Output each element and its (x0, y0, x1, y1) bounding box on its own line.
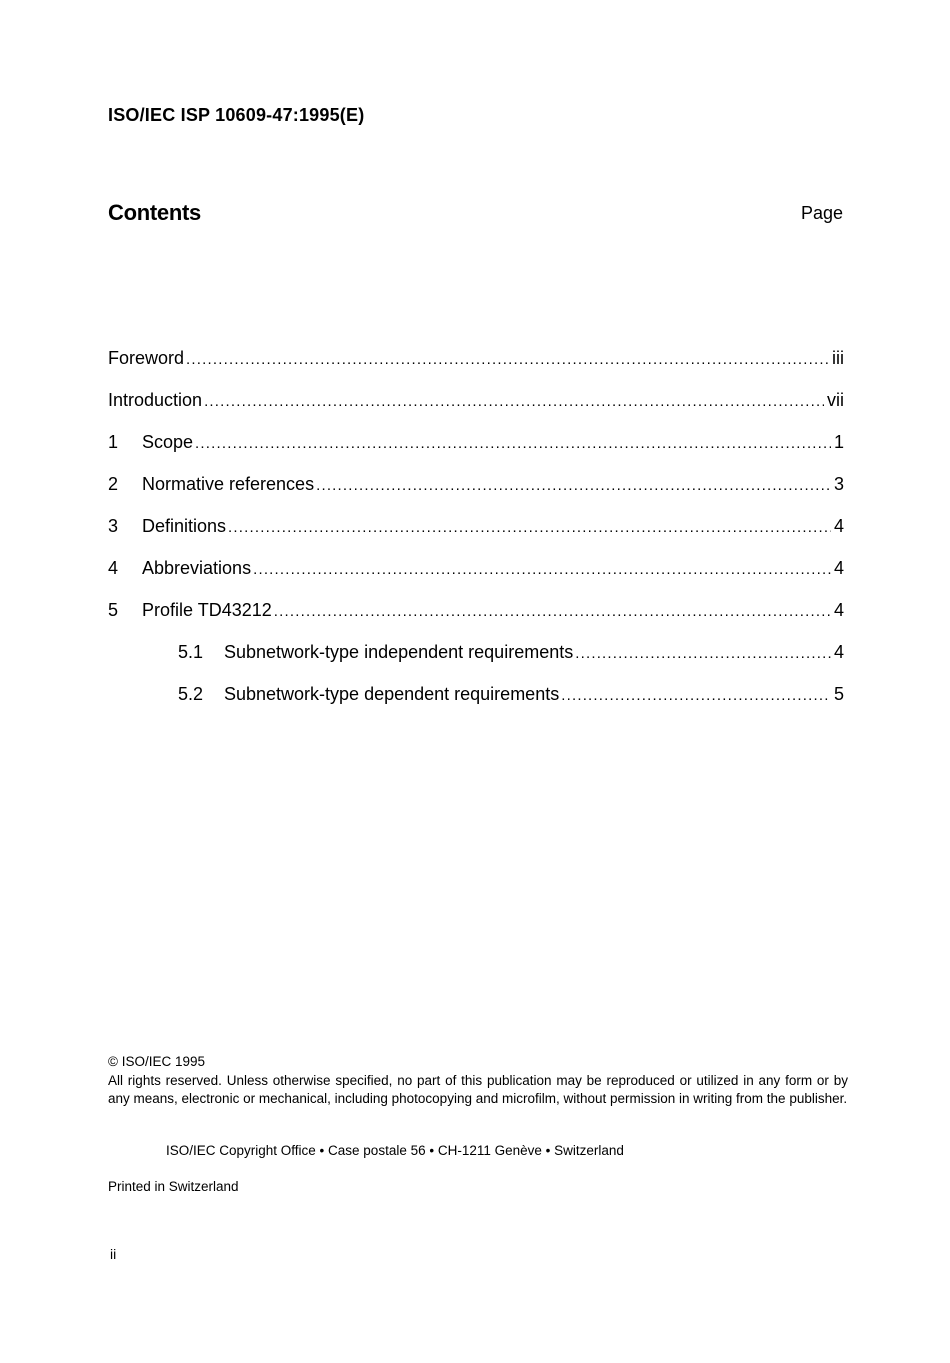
page-column-label: Page (800, 203, 843, 223)
copyright-office-address: ISO/IEC Copyright Office • Case postale 56 • CH-1211 Genève • Switzerland (166, 1143, 624, 1158)
toc-dot-leader (575, 645, 831, 662)
toc-entry-title: Profile TD43212 (142, 600, 272, 620)
toc-entry-number: 4 (108, 558, 119, 578)
toc-entry-page: 4 (833, 558, 844, 578)
toc-entry-title: Foreword (108, 348, 185, 368)
toc-entry-title: Introduction (108, 390, 203, 410)
table-of-contents (108, 348, 844, 726)
toc-entry-title: Subnetwork-type dependent requirements (224, 684, 560, 704)
toc-dot-leader (561, 687, 831, 704)
toc-entry-page: 1 (833, 432, 844, 452)
toc-entry-profile[interactable] (108, 600, 844, 642)
toc-entry-subnetwork-independent[interactable] (108, 642, 844, 684)
toc-entry-number: 1 (108, 432, 119, 452)
toc-entry-number: 5.2 (178, 684, 204, 704)
toc-entry-page: 4 (833, 516, 844, 536)
toc-entry-title: Subnetwork-type independent requirements (224, 642, 574, 662)
toc-entry-page: iii (832, 348, 844, 368)
toc-entry-page: vii (827, 390, 844, 410)
printed-in-text: Printed in Switzerland (108, 1179, 239, 1194)
toc-dot-leader (316, 477, 831, 494)
copyright-notice (108, 1053, 848, 1109)
toc-entry-definitions[interactable] (108, 516, 844, 558)
toc-entry-subnetwork-dependent[interactable] (108, 684, 844, 726)
toc-entry-title: Abbreviations (142, 558, 252, 578)
toc-entry-scope[interactable] (108, 432, 844, 474)
toc-dot-leader (274, 603, 831, 620)
rights-reserved-text: All rights reserved. Unless otherwise specified, no part of this publication may be reproduced or utilized in any form or by any means, electronic or mechanical, including photocopying and microfilm, without permission in writing from the publisher. (108, 1072, 848, 1106)
toc-entry-number: 5.1 (178, 642, 204, 662)
toc-dot-leader (253, 561, 831, 578)
toc-dot-leader (204, 393, 824, 410)
toc-entry-title: Definitions (142, 516, 227, 536)
contents-heading: Contents (108, 200, 201, 225)
toc-entry-number: 3 (108, 516, 119, 536)
document-identifier: ISO/IEC ISP 10609-47:1995(E) (108, 105, 365, 125)
toc-entry-abbreviations[interactable] (108, 558, 844, 600)
toc-entry-page: 4 (833, 600, 844, 620)
toc-entry-title: Scope (142, 432, 194, 452)
toc-dot-leader (186, 351, 829, 368)
toc-entry-page: 3 (833, 474, 844, 494)
toc-entry-title: Normative references (142, 474, 315, 494)
toc-entry-page: 5 (833, 684, 844, 704)
copyright-line: © ISO/IEC 1995 (108, 1054, 205, 1069)
toc-entry-number: 2 (108, 474, 119, 494)
page-number: ii (110, 1246, 117, 1262)
toc-dot-leader (228, 519, 831, 536)
toc-entry-normative-references[interactable] (108, 474, 844, 516)
toc-entry-number: 5 (108, 600, 119, 620)
toc-dot-leader (195, 435, 831, 452)
toc-entry-foreword[interactable] (108, 348, 844, 390)
toc-entry-page: 4 (833, 642, 844, 662)
toc-entry-introduction[interactable] (108, 390, 844, 432)
